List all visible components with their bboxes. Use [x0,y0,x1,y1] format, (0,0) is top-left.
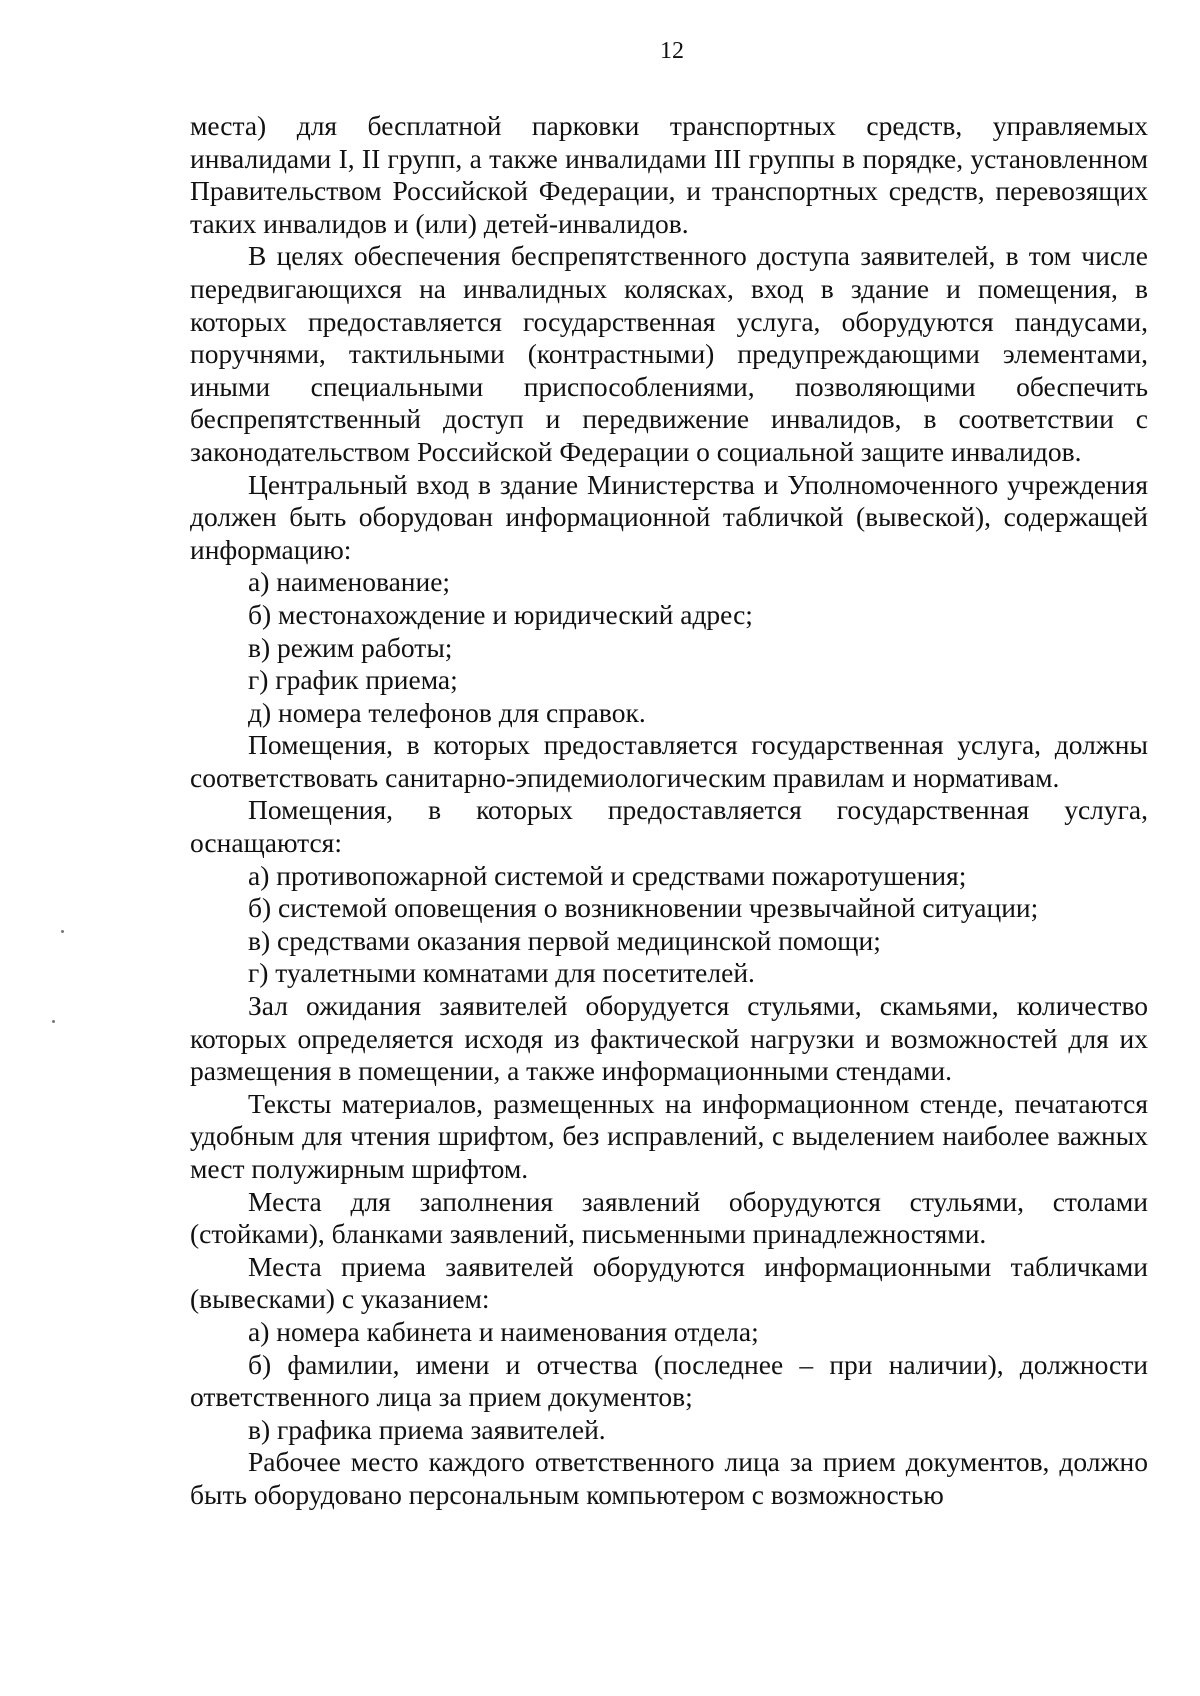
paragraph: а) номера кабинета и наименования отдела; [248,1315,759,1347]
paragraph: Помещения, в которых предоставляется государственная услуга, оснащаются: [190,794,1148,859]
paragraph: Помещения, в которых предоставляется государственная услуга, должны соответствовать санитарно-эпидемиологическим правилам и нормативам. [190,729,1148,793]
paragraph: б) системой оповещения о возникновении чрезвычайной ситуации; [248,892,1039,924]
paragraph: б) местонахождение и юридический адрес; [248,598,753,630]
paragraph: б) фамилии, имени и отчества (последнее – при наличии), должности ответственного лица за прием документов; [190,1348,1148,1413]
paragraph: В целях обеспечения беспрепятственного доступа заявителей, в том числе передвигающихся на инвалидных колясках, вход в здание и помещения, в которых предоставляется государственная услуга, оборудуются пандусами, поручнями, тактильными (контрастными) предупреждающими элементами, иными специальными приспособлениями, позволяющими обеспечить беспрепятственный доступ и передвижение инвалидов, в соответствии с законодательством Российской Федерации о социальной защите инвалидов. [190,240,1148,467]
page-number: 12 [660,38,684,64]
scan-speck [61,930,64,933]
paragraph: Места приема заявителей оборудуются информационными табличками (вывесками) с указанием: [190,1250,1148,1315]
paragraph: места) для бесплатной парковки транспортных средств, управляемых инвалидами I, II групп, а также инвалидами III группы в порядке, установленном Правительством Российской Федерации, и транспортных средств, перевозящих таких инвалидов и (или) детей-инвалидов. [190,110,1148,239]
paragraph: а) наименование; [248,566,451,598]
paragraph: Зал ожидания заявителей оборудуется стульями, скамьями, количество которых определяется исходя из фактической нагрузки и возможностей для их размещения в помещении, а также информационными стендами. [190,990,1148,1087]
scan-speck [52,1020,55,1023]
paragraph: в) графика приема заявителей. [248,1413,606,1445]
paragraph: в) режим работы; [248,631,453,663]
paragraph: в) средствами оказания первой медицинской помощи; [248,924,881,956]
paragraph: Места для заполнения заявлений оборудуются стульями, столами (стойками), бланками заявлений, письменными принадлежностями. [190,1185,1148,1250]
paragraph: Рабочее место каждого ответственного лица за прием документов, должно быть оборудовано персональным компьютером с возможностью [190,1446,1148,1510]
document-body [190,110,1148,1512]
paragraph: д) номера телефонов для справок. [248,696,646,728]
paragraph: г) график приема; [248,664,458,696]
paragraph: Центральный вход в здание Министерства и Уполномоченного учреждения должен быть оборудован информационной табличкой (вывеской), содержащей информацию: [190,468,1148,565]
paragraph: г) туалетными комнатами для посетителей. [248,957,755,989]
paragraph: а) противопожарной системой и средствами пожаротушения; [248,859,967,891]
paragraph: Тексты материалов, размещенных на информационном стенде, печатаются удобным для чтения шрифтом, без исправлений, с выделением наиболее важных мест полужирным шрифтом. [190,1087,1148,1184]
